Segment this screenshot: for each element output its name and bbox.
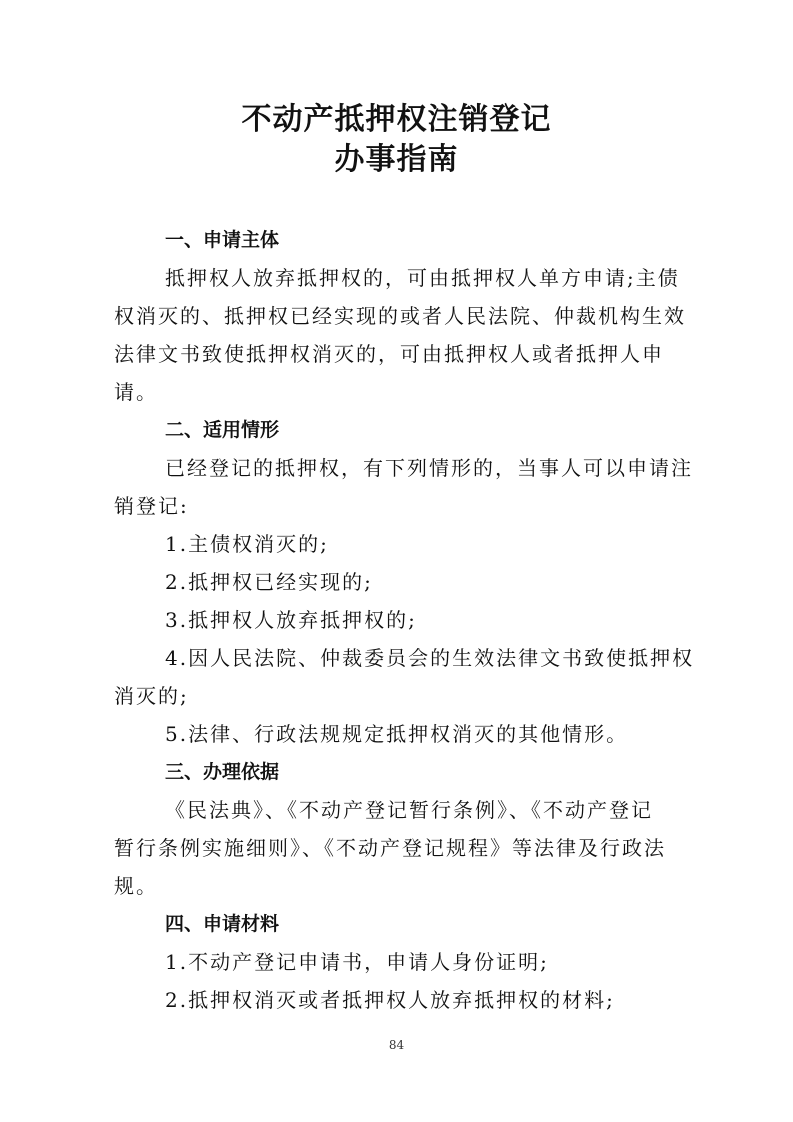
text-line: 消灭的; xyxy=(114,684,189,708)
list-item xyxy=(114,639,695,715)
list-item xyxy=(114,563,684,601)
section-legal-basis xyxy=(114,753,684,905)
paragraph xyxy=(114,259,684,411)
text-line: 1.主债权消灭的; xyxy=(165,532,329,556)
text-line: 1.不动产登记申请书，申请人身份证明; xyxy=(165,950,549,974)
text-line: 《民法典》、《不动产登记暂行条例》、《不动产登记 xyxy=(165,798,653,822)
text-line: 抵押权人放弃抵押权的，可由抵押权人单方申请;主债 xyxy=(165,266,680,290)
text-line: 暂行条例实施细则》、《不动产登记规程》等法律及行政法 xyxy=(114,836,666,860)
paragraph xyxy=(114,449,693,525)
section-applicable-circumstances xyxy=(114,411,695,753)
list-item xyxy=(114,981,684,1019)
text-line: 已经登记的抵押权，有下列情形的，当事人可以申请注 xyxy=(165,456,693,480)
section-heading: 三、办理依据 xyxy=(165,761,280,783)
page-number: 84 xyxy=(388,1038,405,1052)
list-item xyxy=(114,715,684,753)
text-line: 2.抵押权消灭或者抵押权人放弃抵押权的材料; xyxy=(165,988,615,1012)
document-title-line-2: 办事指南 xyxy=(334,142,459,177)
section-heading: 一、申请主体 xyxy=(165,229,280,251)
text-line: 3.抵押权人放弃抵押权的; xyxy=(165,608,417,632)
list-item xyxy=(114,601,684,639)
paragraph xyxy=(114,791,684,905)
text-line: 请。 xyxy=(114,380,158,404)
section-heading: 四、申请材料 xyxy=(165,913,280,935)
text-line: 规。 xyxy=(114,874,158,898)
document-body xyxy=(114,221,695,1019)
text-line: 5.法律、行政法规规定抵押权消灭的其他情形。 xyxy=(165,722,629,746)
list-item xyxy=(114,943,684,981)
document-title-line-1: 不动产抵押权注销登记 xyxy=(241,102,552,137)
list-item xyxy=(114,525,684,563)
text-line: 2.抵押权已经实现的; xyxy=(165,570,373,594)
text-line: 销登记: xyxy=(114,494,189,518)
section-applicant xyxy=(114,221,684,411)
text-line: 法律文书致使抵押权消灭的，可由抵押权人或者抵押人申 xyxy=(114,342,664,366)
text-line: 4.因人民法院、仲裁委员会的生效法律文书致使抵押权 xyxy=(165,646,695,670)
section-application-materials xyxy=(114,905,684,1019)
text-line: 权消灭的、抵押权已经实现的或者人民法院、仲裁机构生效 xyxy=(114,304,686,328)
section-heading: 二、适用情形 xyxy=(165,419,280,441)
